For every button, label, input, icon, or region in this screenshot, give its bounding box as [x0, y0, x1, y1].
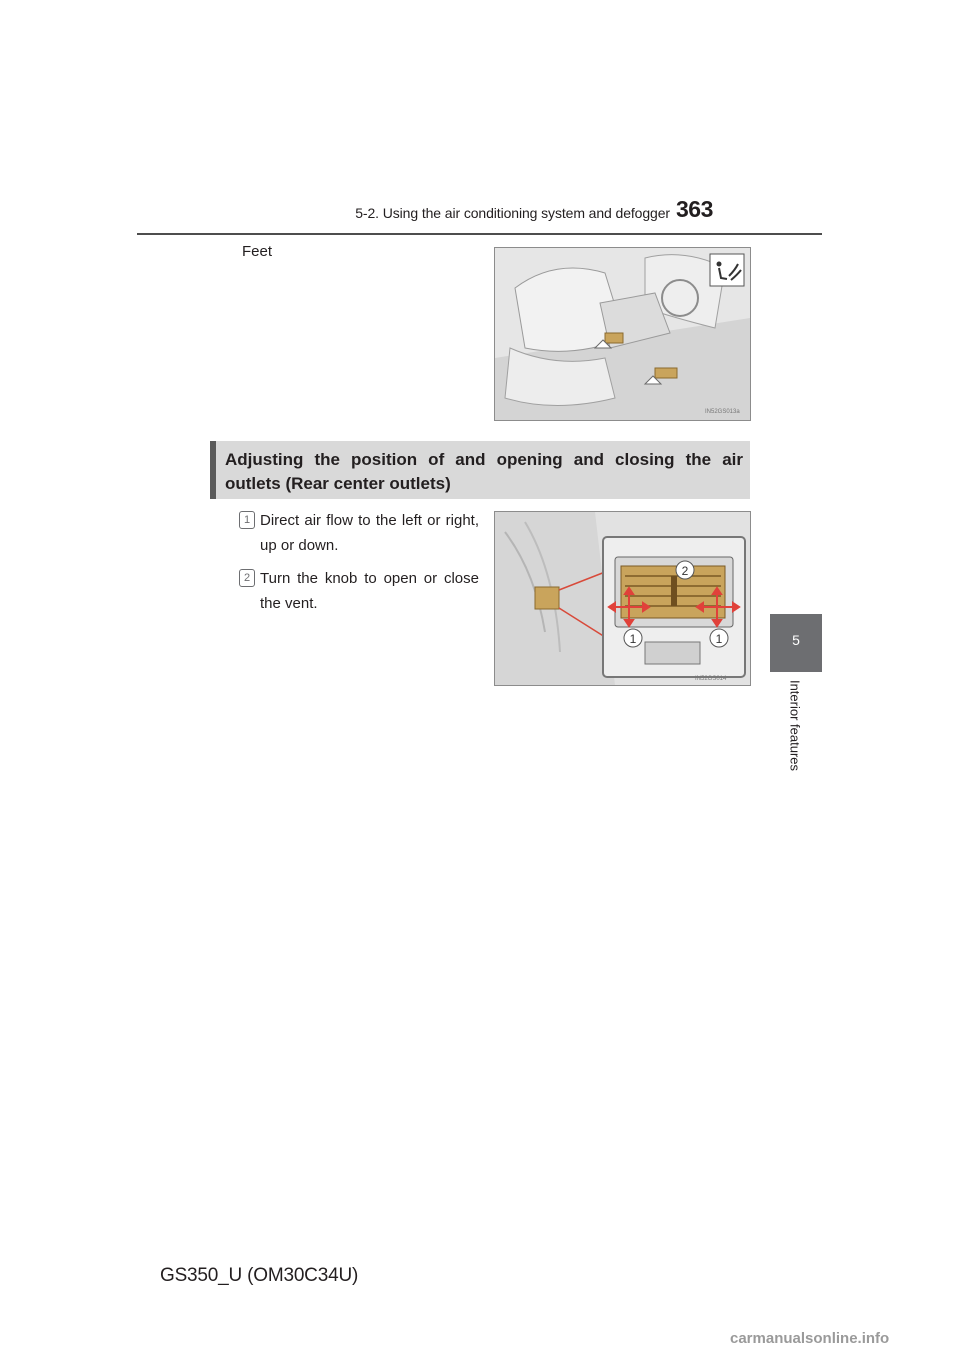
callout-1-left: 1	[629, 632, 637, 646]
chapter-tab-number: 5	[792, 632, 800, 648]
step-2	[239, 566, 479, 616]
running-header-title: 5-2. Using the air conditioning system and defogger	[355, 205, 670, 221]
rear-vent-image-code: IN52GS014	[695, 676, 727, 682]
page-number: 363	[676, 196, 713, 222]
step-1-number: 1	[239, 511, 255, 529]
site-watermark: carmanualsonline.info	[730, 1330, 890, 1347]
callout-2: 2	[681, 564, 689, 578]
step-1	[239, 508, 479, 558]
callout-1-right: 1	[715, 632, 723, 646]
feet-mode-illustration	[494, 247, 751, 421]
section-heading-accent	[210, 441, 216, 499]
header-divider	[137, 233, 822, 235]
step-2-text: Turn the knob to open or close the vent.	[260, 570, 479, 612]
step-2-number: 2	[239, 569, 255, 587]
feet-mode-label: Feet	[242, 243, 273, 260]
rear-vent-illustration	[494, 511, 751, 686]
chapter-tab-label: Interior features	[787, 679, 803, 772]
footer-model-code: GS350_U (OM30C34U)	[160, 1265, 359, 1286]
feet-image-code: IN52GS013a	[705, 409, 740, 415]
section-heading-title: Adjusting the position of and opening and closing the air outlets (Rear center outlets)	[225, 450, 743, 493]
step-1-text: Direct air flow to the left or right, up or down.	[260, 512, 479, 554]
